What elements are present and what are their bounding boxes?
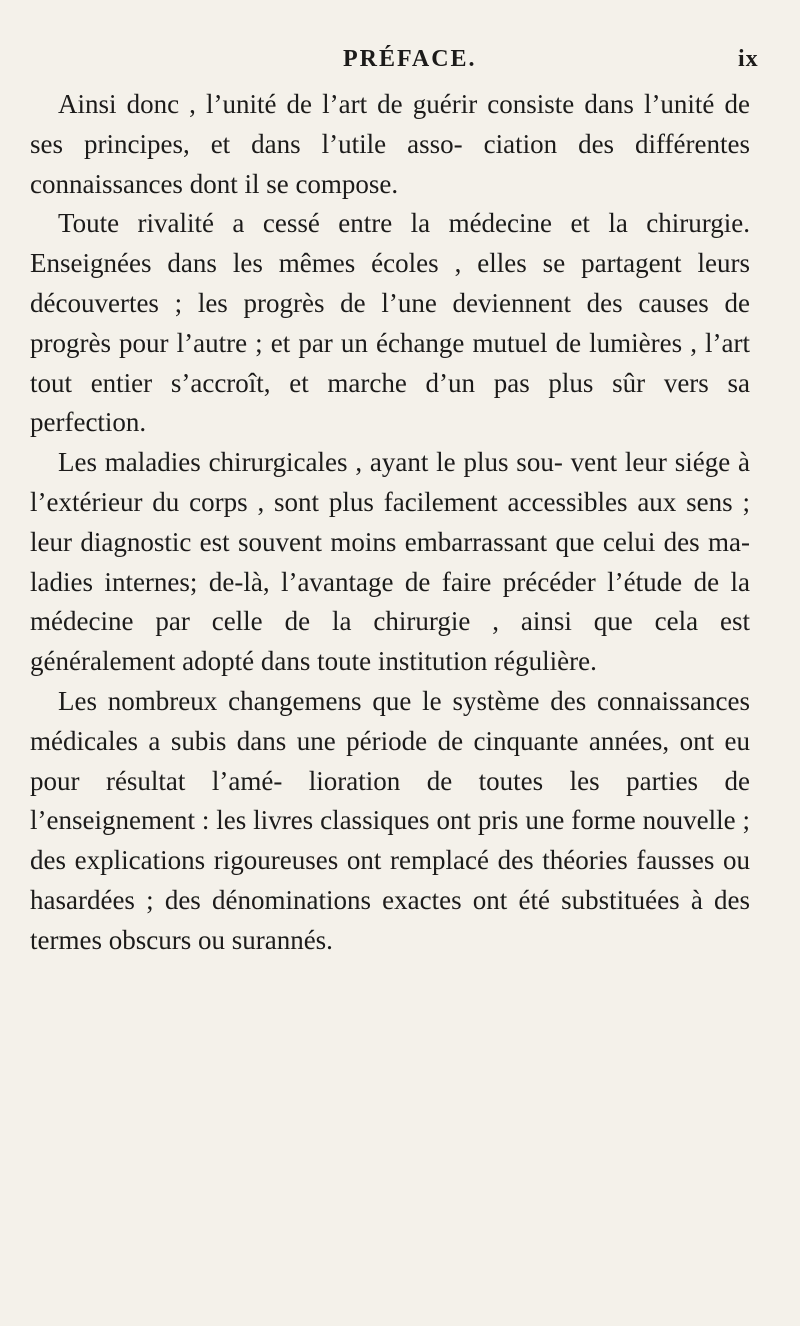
paragraph-1: Ainsi donc , l’unité de l’art de guérir consiste dans l’unité de ses principes, et dans l’utile asso- ciation des différentes connaissances dont il se compose.: [30, 89, 750, 199]
running-head: PRÉFACE.: [343, 46, 477, 72]
paragraph-2: Toute rivalité a cessé entre la médecine et la chirurgie. Enseignées dans les mêmes écoles , elles se partagent leurs découvertes ; les progrès de l’une deviennent des causes de progrès pour l’autre ; et par un échange mutuel de lumières , l’art tout entier s’accroît, et marche d’un pas plus sûr vers sa perfection.: [30, 208, 750, 438]
paragraph-3: Les maladies chirurgicales , ayant le plus sou- vent leur siége à l’extérieur du corps , sont plus facilement accessibles aux sens ; leur diagnostic est souvent moins embarrassant que celui des ma- ladies internes; de-là, l’avantage de faire précéder l’étude de la médecine par celle de la chirurgie , ainsi que cela est généralement adopté dans toute institution régulière.: [30, 447, 750, 677]
paragraph-4: Les nombreux changemens que le système des connaissances médicales a subis dans une période de cinquante années, ont eu pour résultat l’amé- lioration de toutes les parties de l’enseignement : les livres classiques ont pris une forme nouvelle ; des explications rigoureuses ont remplacé des théories fausses ou hasardées ; des dénominations exactes ont été substituées à des termes obscurs ou surannés.: [30, 685, 750, 955]
body-text: [30, 85, 750, 961]
page-header: [40, 46, 760, 76]
page-number: ix: [738, 46, 759, 72]
